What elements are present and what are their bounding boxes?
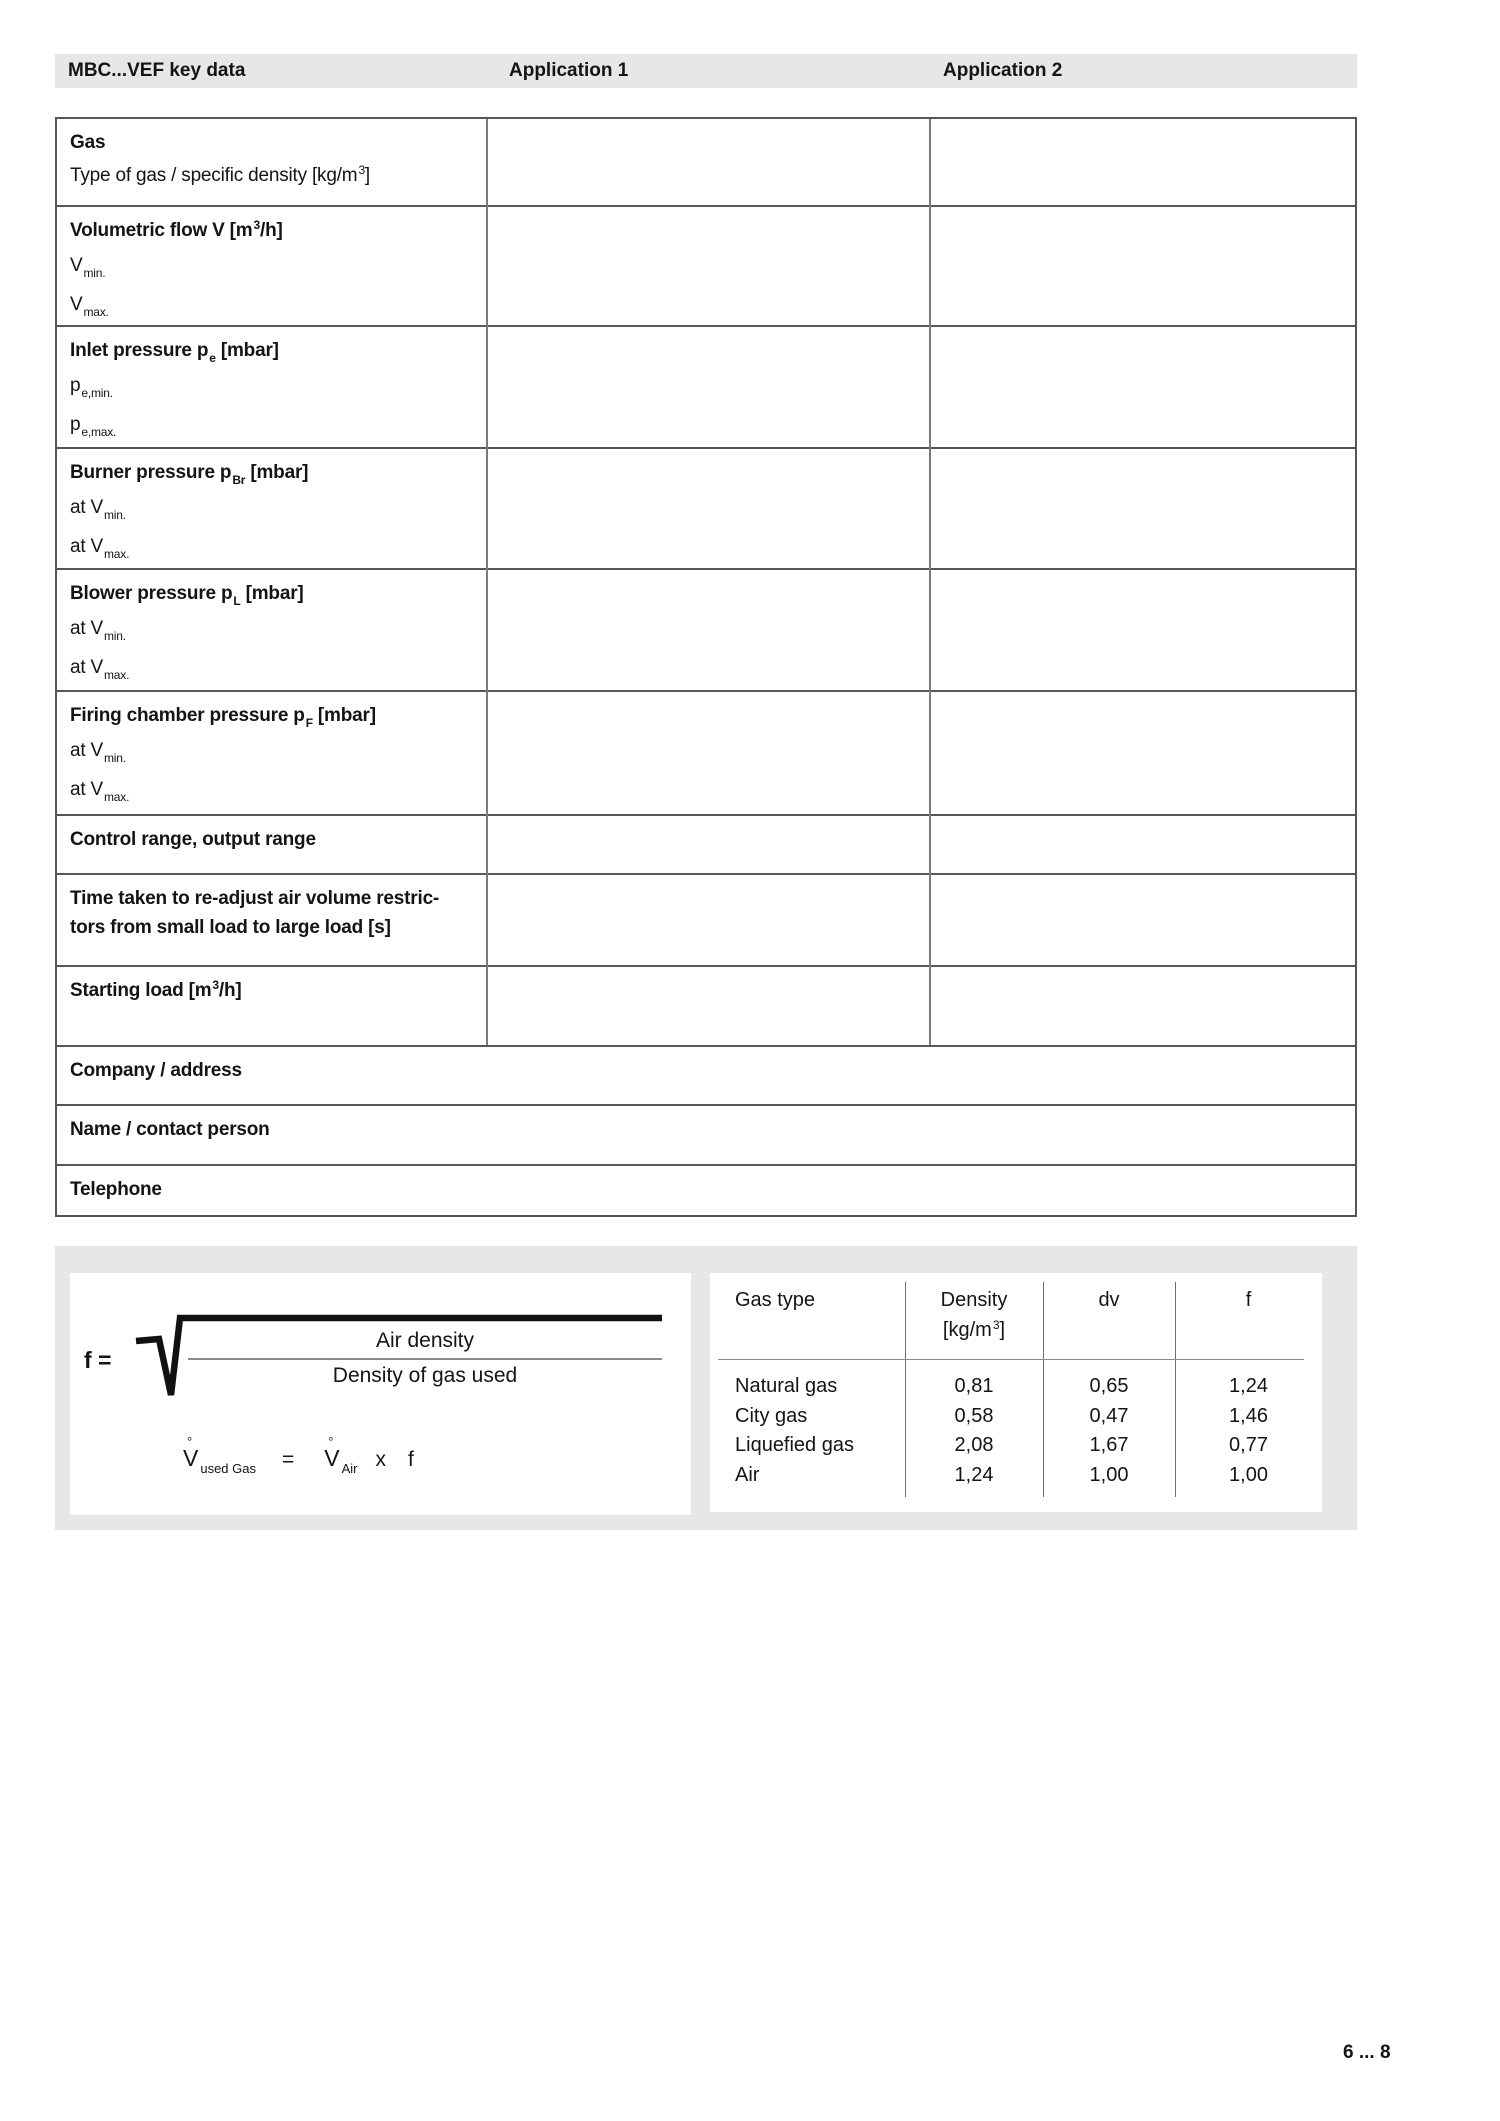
table-header-band bbox=[55, 54, 1357, 88]
application-1-cell[interactable] bbox=[488, 875, 929, 965]
row-heading: Time taken to re-adjust air volume restric- tors from small load to large load [s] bbox=[70, 888, 440, 938]
ring-accent: ° bbox=[328, 1434, 334, 1449]
application-1-cell[interactable] bbox=[488, 570, 929, 690]
application-2-cell[interactable] bbox=[931, 119, 1355, 205]
density-cell: 0,81 bbox=[954, 1375, 994, 1397]
square-root-symbol bbox=[70, 1273, 691, 1515]
gas-table-row bbox=[710, 1402, 1322, 1432]
fraction-numerator: Air density bbox=[375, 1329, 475, 1352]
gas-type-cell: City gas bbox=[735, 1404, 808, 1427]
row-subline: $p_{e,min.}$ bbox=[70, 375, 113, 400]
density-ratio-fraction bbox=[188, 1327, 662, 1390]
row-subline: $p_{e,max.}$ bbox=[70, 414, 117, 439]
f-header: f bbox=[1245, 1289, 1252, 1311]
f-cell: 1,46 bbox=[1229, 1404, 1268, 1427]
row-gas bbox=[57, 119, 1355, 205]
application-1-cell[interactable] bbox=[488, 816, 929, 873]
application-1-cell[interactable] bbox=[488, 692, 929, 814]
application-2-cell[interactable] bbox=[931, 449, 1355, 568]
gas-table-body bbox=[710, 1372, 1322, 1490]
page-number: 6 ... 8 bbox=[1343, 2042, 1391, 2063]
row-heading: Firing chamber pressure $p_F$ [mbar] bbox=[70, 705, 376, 730]
gas-table-header-row bbox=[710, 1285, 1322, 1347]
application-2-cell[interactable] bbox=[931, 207, 1355, 325]
conversion-info-section bbox=[55, 1246, 1357, 1530]
gas-density-table bbox=[710, 1273, 1322, 1512]
row-telephone bbox=[57, 1164, 1355, 1217]
factor-f-symbol: f bbox=[408, 1448, 414, 1471]
density-header: Density $[kg/m^3]$ bbox=[940, 1289, 1008, 1341]
application-1-cell[interactable] bbox=[488, 207, 929, 325]
row-heading: Name / contact person bbox=[70, 1119, 270, 1140]
gas-type-cell: Air bbox=[735, 1463, 760, 1486]
f-cell: 1,00 bbox=[1229, 1463, 1268, 1486]
row-blower-pressure bbox=[57, 568, 1355, 690]
application-2-cell[interactable] bbox=[931, 875, 1355, 965]
application-1-cell[interactable] bbox=[488, 327, 929, 447]
row-heading: Telephone bbox=[70, 1179, 162, 1200]
row-heading: Company / address bbox=[70, 1060, 242, 1081]
dv-header: dv bbox=[1098, 1289, 1120, 1311]
key-data-table bbox=[55, 117, 1357, 1217]
row-volumetric-flow bbox=[57, 205, 1355, 325]
dv-cell: 1,00 bbox=[1089, 1463, 1129, 1486]
column-divider bbox=[486, 119, 488, 1045]
row-heading: Control range, output range bbox=[70, 829, 316, 850]
column-header-application-2: Application 2 bbox=[943, 60, 1063, 81]
ring-accent: ° bbox=[187, 1434, 193, 1449]
row-heading: Inlet pressure $p_e$ [mbar] bbox=[70, 340, 279, 365]
row-subline: Type of gas / specific density $[kg/m^3]$ bbox=[70, 163, 371, 186]
application-2-cell[interactable] bbox=[931, 327, 1355, 447]
conversion-formula-box bbox=[70, 1273, 691, 1515]
gas-table-row bbox=[710, 1431, 1322, 1461]
gas-type-header: Gas type bbox=[735, 1289, 816, 1311]
density-cell: 0,58 bbox=[954, 1404, 994, 1427]
application-2-cell[interactable] bbox=[931, 816, 1355, 873]
factor-f-label: f = bbox=[84, 1347, 112, 1373]
fraction-denominator: Density of gas used bbox=[332, 1364, 518, 1387]
row-inlet-pressure bbox=[57, 325, 1355, 447]
row-subline: at $V_{min.}$ bbox=[70, 618, 126, 643]
row-company-address bbox=[57, 1045, 1355, 1104]
density-cell: 1,24 bbox=[954, 1463, 994, 1486]
row-subline: at $V_{max.}$ bbox=[70, 536, 130, 561]
row-subline: at $V_{max.}$ bbox=[70, 779, 130, 804]
v-air-symbol: V ° $_{Air}$ bbox=[324, 1434, 358, 1476]
application-1-cell[interactable] bbox=[488, 449, 929, 568]
row-subline: at $V_{max.}$ bbox=[70, 657, 130, 682]
dv-cell: 1,67 bbox=[1089, 1434, 1129, 1456]
dv-cell: 0,65 bbox=[1089, 1375, 1129, 1397]
application-2-cell[interactable] bbox=[931, 692, 1355, 814]
gas-type-cell: Natural gas bbox=[735, 1375, 838, 1397]
row-subline: $V_{max.}$ bbox=[70, 294, 109, 319]
row-heading: Starting load $[m^3/h]$ bbox=[70, 978, 242, 1001]
dv-cell: 0,47 bbox=[1089, 1404, 1129, 1427]
row-heading: Volumetric flow V $[m^3/h]$ bbox=[70, 218, 283, 241]
multiplication-sign: x bbox=[375, 1448, 386, 1471]
page-title: MBC...VEF key data bbox=[68, 60, 246, 81]
f-cell: 0,77 bbox=[1229, 1434, 1268, 1456]
gas-type-cell: Liquefied gas bbox=[735, 1434, 854, 1456]
application-2-cell[interactable] bbox=[931, 570, 1355, 690]
f-cell: 1,24 bbox=[1229, 1375, 1268, 1397]
application-1-cell[interactable] bbox=[488, 119, 929, 205]
gas-table-row bbox=[710, 1461, 1322, 1491]
density-cell: 2,08 bbox=[954, 1434, 994, 1456]
row-control-range bbox=[57, 814, 1355, 873]
v-used-gas-symbol: V ° $_{used Gas}$ bbox=[183, 1434, 256, 1476]
row-firing-chamber-pressure bbox=[57, 690, 1355, 814]
gas-table-row bbox=[710, 1372, 1322, 1402]
row-starting-load bbox=[57, 965, 1355, 1045]
row-readjust-time bbox=[57, 873, 1355, 965]
flow-conversion-equation bbox=[183, 1434, 414, 1476]
gas-table-header-separator bbox=[718, 1359, 1304, 1360]
row-heading: Blower pressure $p_L$ [mbar] bbox=[70, 583, 304, 608]
column-header-application-1: Application 1 bbox=[509, 60, 629, 81]
row-subline: $V_{min.}$ bbox=[70, 255, 106, 280]
application-2-cell[interactable] bbox=[931, 967, 1355, 1045]
equals-sign: = bbox=[282, 1448, 295, 1471]
row-burner-pressure bbox=[57, 447, 1355, 568]
row-heading: Burner pressure $p_{Br}$ [mbar] bbox=[70, 462, 309, 487]
application-1-cell[interactable] bbox=[488, 967, 929, 1045]
row-name-contact-person bbox=[57, 1104, 1355, 1164]
column-divider bbox=[929, 119, 931, 1045]
row-heading: Gas bbox=[70, 132, 106, 153]
row-subline: at $V_{min.}$ bbox=[70, 497, 126, 522]
row-subline: at $V_{min.}$ bbox=[70, 740, 126, 765]
